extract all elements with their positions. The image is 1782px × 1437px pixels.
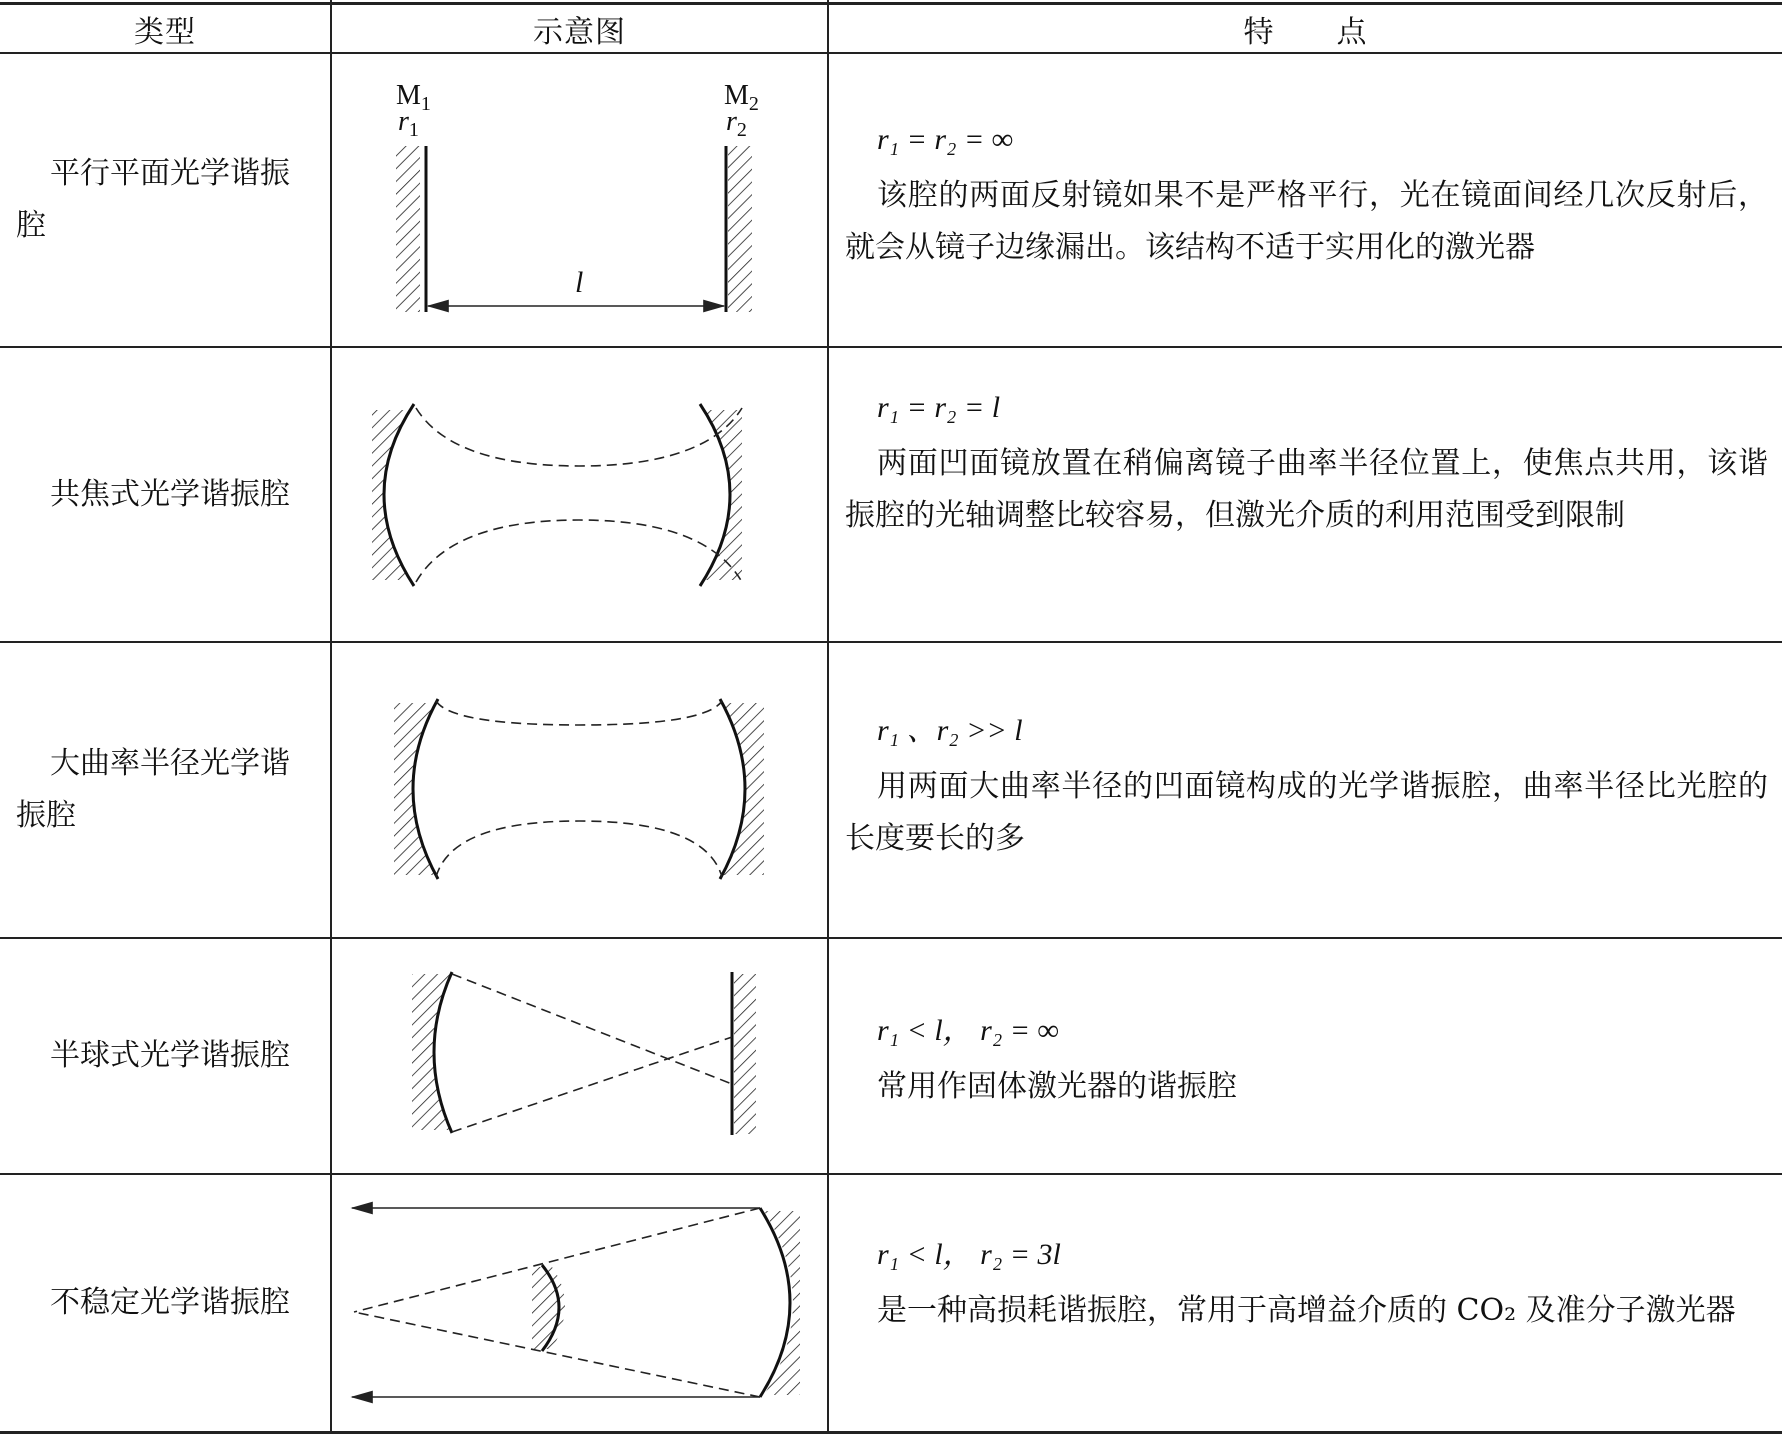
feature-description: 用两面大曲率半径的凹面镜构成的光学谐振腔，曲率半径比光腔的长度要长的多 bbox=[845, 769, 1768, 856]
type-name: 大曲率半径光学谐振腔 bbox=[16, 746, 290, 833]
label-length: l bbox=[575, 266, 584, 299]
formula: r₁ = r₂ = l bbox=[877, 391, 1001, 424]
table-bottom-rule bbox=[0, 1431, 1782, 1434]
feature-description: 两面凹面镜放置在稍偏离镜子曲率半径位置上，使焦点共用，该谐振腔的光轴调整比较容易，但激光介质的利用范围受到限制 bbox=[845, 446, 1768, 533]
label-r1: $r_1$ bbox=[398, 106, 419, 141]
header-feature: 特 点 bbox=[1243, 14, 1368, 50]
type-cell bbox=[0, 348, 330, 641]
type-name: 共焦式光学谐振腔 bbox=[50, 476, 290, 512]
feature-cell bbox=[829, 1175, 1782, 1431]
formula: r₁ < l， r₂ = 3l bbox=[877, 1238, 1061, 1271]
feature-cell bbox=[829, 939, 1782, 1173]
feature-description: 常用作固体激光器的谐振腔 bbox=[877, 1069, 1237, 1104]
feature-description: 是一种高损耗谐振腔，常用于高增益介质的 CO₂ 及准分子激光器 bbox=[877, 1293, 1736, 1328]
diagram-unstable bbox=[332, 1175, 827, 1431]
formula: r₁ < l， r₂ = ∞ bbox=[877, 1014, 1059, 1047]
feature-description: 该腔的两面反射镜如果不是严格平行，光在镜面间经几次反射后，就会从镜子边缘漏出。该结构不适于实用化的激光器 bbox=[845, 178, 1768, 265]
label-m2: $M_2$ bbox=[724, 80, 759, 115]
type-cell bbox=[0, 1175, 330, 1431]
header-diagram: 示意图 bbox=[533, 14, 626, 50]
label-m1: $M_1$ bbox=[396, 80, 431, 115]
type-name: 半球式光学谐振腔 bbox=[50, 1038, 290, 1073]
formula: r₁ = r₂ = ∞ bbox=[877, 123, 1014, 156]
type-cell bbox=[0, 643, 330, 937]
diagram-confocal bbox=[332, 348, 827, 641]
feature-cell bbox=[829, 643, 1782, 937]
diagram-hemispherical bbox=[332, 939, 827, 1173]
diagram-large-radius bbox=[332, 643, 827, 937]
formula: r₁ 、r₂ >> l bbox=[877, 714, 1023, 747]
feature-cell bbox=[829, 348, 1782, 641]
type-name: 不稳定光学谐振腔 bbox=[50, 1285, 290, 1320]
label-r2: $r_2$ bbox=[726, 106, 747, 141]
type-cell bbox=[0, 54, 330, 346]
diagram-parallel-plane bbox=[332, 54, 827, 346]
header-type: 类型 bbox=[134, 14, 196, 50]
type-name: 平行平面光学谐振腔 bbox=[16, 156, 290, 243]
feature-cell bbox=[829, 54, 1782, 346]
type-cell bbox=[0, 939, 330, 1173]
